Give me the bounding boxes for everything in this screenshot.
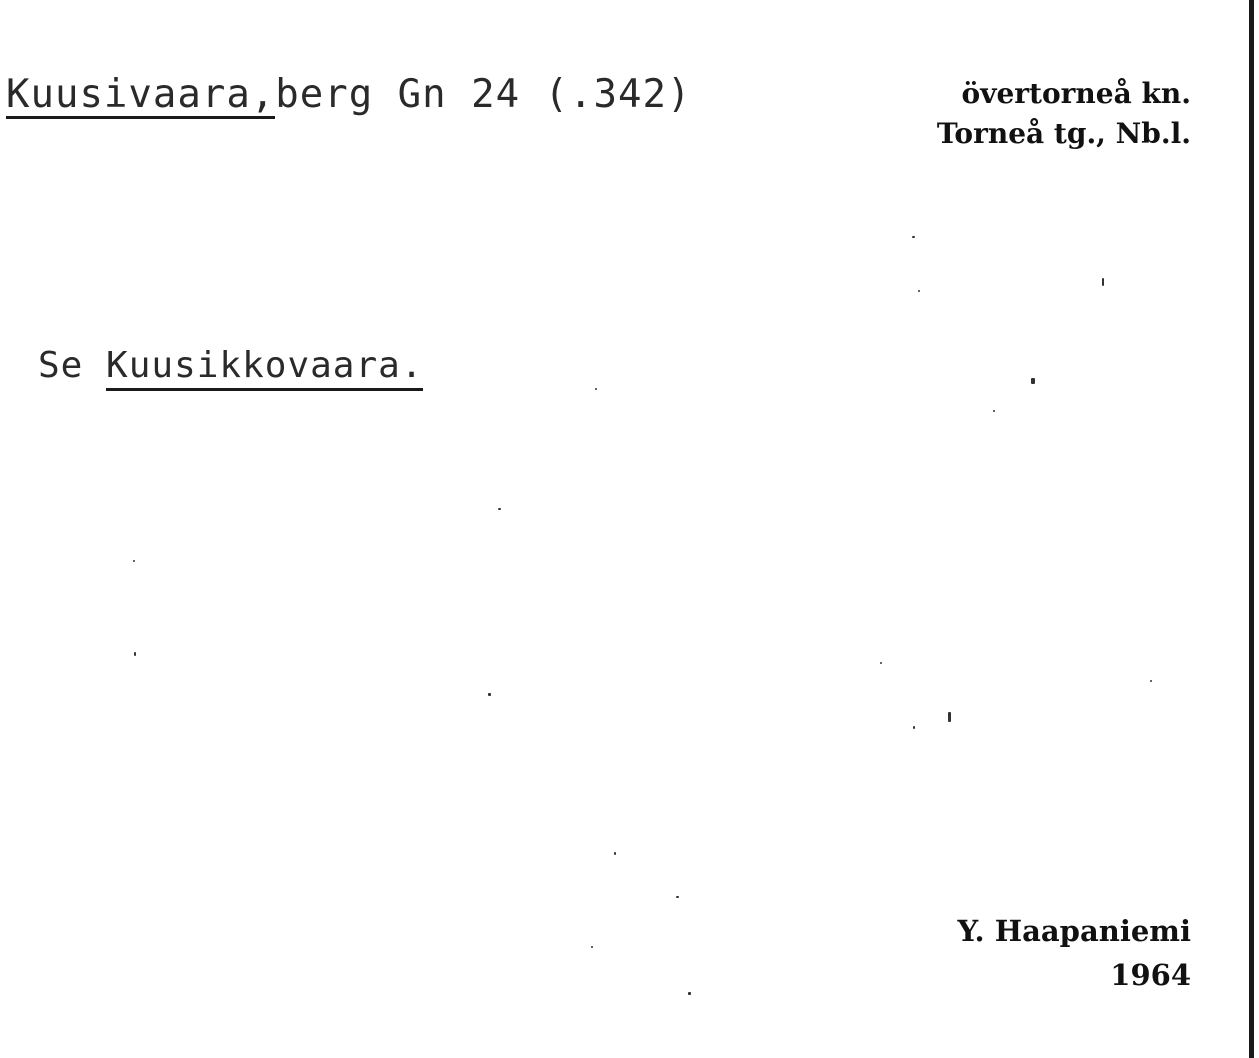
scan-speck (913, 726, 915, 729)
scan-speck (1031, 378, 1035, 384)
collection-year: 1964 (1110, 958, 1191, 992)
scan-speck (595, 388, 597, 390)
headword-description: berg Gn 24 (.342) (275, 72, 692, 117)
headword-line (6, 72, 691, 119)
scan-speck (591, 946, 593, 948)
scan-speck (912, 236, 915, 238)
scan-speck (133, 560, 135, 562)
scan-speck (880, 662, 882, 664)
scan-speck (498, 508, 501, 510)
cross-reference-line (38, 344, 423, 391)
scan-speck (1102, 278, 1104, 286)
collector-name: Y. Haapaniemi (957, 914, 1191, 948)
reference-target: Kuusikkovaara. (106, 344, 423, 391)
card-edge-line (1249, 0, 1254, 1058)
scan-speck (918, 290, 920, 292)
scan-speck (488, 693, 491, 696)
parish-label: övertorneå kn. (961, 77, 1191, 110)
scan-speck (676, 896, 679, 898)
headword: Kuusivaara, (6, 72, 276, 117)
scan-speck (688, 992, 691, 995)
district-label: Torneå tg., Nb.l. (936, 117, 1191, 150)
scan-speck (1150, 680, 1152, 682)
scan-speck (134, 652, 136, 656)
scan-speck (948, 712, 951, 722)
reference-prefix: Se (38, 345, 84, 386)
scan-speck (993, 410, 995, 412)
scan-speck (614, 852, 616, 855)
